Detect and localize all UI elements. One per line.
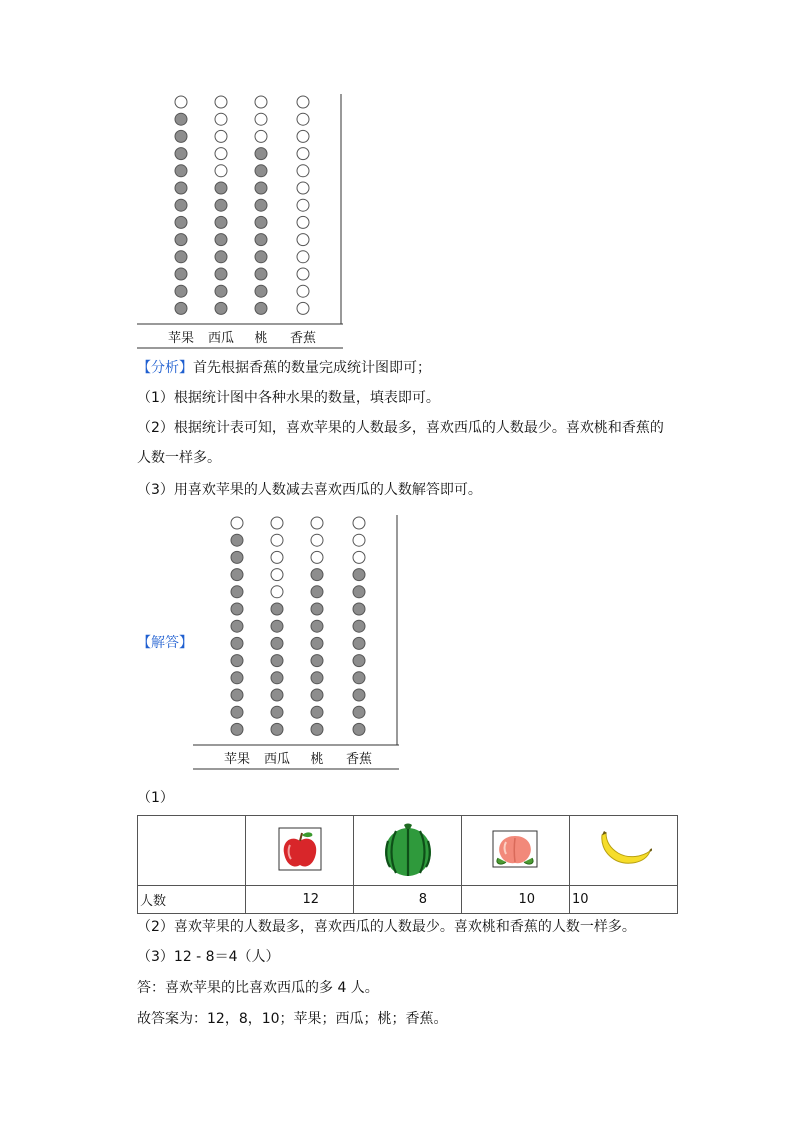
chart2-circle-香蕉-2-empty: [353, 551, 365, 563]
pictograph-svg-1: [137, 92, 347, 350]
chart2-circle-苹果-11-filled: [231, 706, 243, 718]
chart1-circle-桃-4-filled: [255, 165, 267, 177]
chart2-category-label-0: 苹果: [223, 752, 251, 767]
chart1-circle-香蕉-9-empty: [297, 251, 309, 263]
chart1-circle-桃-0-empty: [255, 96, 267, 108]
chart1-circle-桃-10-filled: [255, 268, 267, 280]
chart2-circle-香蕉-12-filled: [353, 723, 365, 735]
chart1-circle-桃-12-filled: [255, 302, 267, 314]
chart2-circle-西瓜-3-empty: [271, 569, 283, 581]
chart1-circle-苹果-11-filled: [175, 285, 187, 297]
chart2-circle-香蕉-4-filled: [353, 586, 365, 598]
chart1-circle-苹果-0-empty: [175, 96, 187, 108]
chart2-circle-西瓜-7-filled: [271, 637, 283, 649]
chart1-circle-桃-2-empty: [255, 130, 267, 142]
chart2-circle-桃-11-filled: [311, 706, 323, 718]
chart1-circle-西瓜-4-empty: [215, 165, 227, 177]
chart1-category-label-3: 香蕉: [289, 331, 317, 346]
chart1-category-label-0: 苹果: [167, 331, 195, 346]
chart2-circle-西瓜-2-empty: [271, 551, 283, 563]
chart2-circle-香蕉-8-filled: [353, 655, 365, 667]
chart1-circle-桃-6-filled: [255, 199, 267, 211]
pictograph-chart-original: [137, 92, 347, 350]
chart2-circle-西瓜-11-filled: [271, 706, 283, 718]
banana-icon: [596, 829, 652, 873]
chart1-circle-西瓜-1-empty: [215, 113, 227, 125]
table-value-banana: 10: [570, 886, 678, 914]
chart1-circle-苹果-7-filled: [175, 216, 187, 228]
chart2-circle-苹果-12-filled: [231, 723, 243, 735]
chart1-circle-香蕉-1-empty: [297, 113, 309, 125]
analysis-intro: 首先根据香蕉的数量完成统计图即可；: [193, 360, 431, 376]
chart2-circle-苹果-9-filled: [231, 672, 243, 684]
chart1-circle-西瓜-3-empty: [215, 148, 227, 160]
chart2-circle-香蕉-5-filled: [353, 603, 365, 615]
chart1-category-label-2: 桃: [254, 331, 268, 346]
chart1-category-label-1: 西瓜: [207, 331, 235, 346]
chart1-circle-苹果-8-filled: [175, 234, 187, 246]
analysis-step-2b: 人数一样多。: [137, 450, 221, 466]
apple-icon: [278, 827, 322, 875]
table-value-watermelon: 8: [354, 886, 462, 914]
chart1-circle-西瓜-9-filled: [215, 251, 227, 263]
chart1-circle-苹果-4-filled: [175, 165, 187, 177]
chart2-circle-香蕉-0-empty: [353, 517, 365, 529]
chart2-circle-香蕉-6-filled: [353, 620, 365, 632]
table-row-label: 人数: [138, 886, 246, 914]
chart2-circle-西瓜-9-filled: [271, 672, 283, 684]
chart2-circle-苹果-5-filled: [231, 603, 243, 615]
chart1-circle-苹果-5-filled: [175, 182, 187, 194]
answer-final: 故答案为：12，8，10；苹果；西瓜；桃；香蕉。: [137, 1011, 448, 1027]
table-row-counts: [138, 886, 678, 914]
chart2-circle-香蕉-11-filled: [353, 706, 365, 718]
analysis-step-2a: （2）根据统计表可知，喜欢苹果的人数最多，喜欢西瓜的人数最少。喜欢桃和香蕉的: [137, 420, 664, 436]
chart1-circle-西瓜-12-filled: [215, 302, 227, 314]
chart2-circle-苹果-0-empty: [231, 517, 243, 529]
table-cell-watermelon: [354, 816, 462, 886]
chart2-circle-桃-0-empty: [311, 517, 323, 529]
chart2-circle-苹果-4-filled: [231, 586, 243, 598]
chart1-circle-桃-7-filled: [255, 216, 267, 228]
chart1-circle-香蕉-5-empty: [297, 182, 309, 194]
chart1-circle-香蕉-0-empty: [297, 96, 309, 108]
chart1-circle-香蕉-3-empty: [297, 148, 309, 160]
chart1-circle-香蕉-7-empty: [297, 216, 309, 228]
chart1-circle-香蕉-12-empty: [297, 302, 309, 314]
chart1-circle-桃-5-filled: [255, 182, 267, 194]
table-cell-apple: [246, 816, 354, 886]
watermelon-icon: [382, 821, 434, 881]
chart1-circle-苹果-10-filled: [175, 268, 187, 280]
chart2-circle-桃-6-filled: [311, 620, 323, 632]
answer-step-3: （3）12 - 8＝4（人）: [137, 949, 280, 965]
chart1-circle-香蕉-6-empty: [297, 199, 309, 211]
answer-tag-text: 【解答】: [137, 635, 193, 651]
chart1-circle-西瓜-10-filled: [215, 268, 227, 280]
chart1-circle-苹果-2-filled: [175, 130, 187, 142]
chart2-circle-桃-7-filled: [311, 637, 323, 649]
analysis-step-3: （3）用喜欢苹果的人数减去喜欢西瓜的人数解答即可。: [137, 482, 482, 498]
chart1-circle-西瓜-8-filled: [215, 234, 227, 246]
chart2-circle-西瓜-12-filled: [271, 723, 283, 735]
chart1-circle-桃-9-filled: [255, 251, 267, 263]
chart1-circle-桃-11-filled: [255, 285, 267, 297]
chart2-circle-桃-12-filled: [311, 723, 323, 735]
chart1-circle-苹果-6-filled: [175, 199, 187, 211]
chart1-circle-西瓜-6-filled: [215, 199, 227, 211]
chart2-circle-桃-8-filled: [311, 655, 323, 667]
analysis-tag: 【分析】: [137, 360, 193, 376]
chart2-circle-苹果-2-filled: [231, 551, 243, 563]
chart1-circle-桃-8-filled: [255, 234, 267, 246]
chart1-circle-桃-3-filled: [255, 148, 267, 160]
table-value-apple: 12: [246, 886, 354, 914]
chart2-circle-苹果-1-filled: [231, 534, 243, 546]
answer-step-2: （2）喜欢苹果的人数最多，喜欢西瓜的人数最少。喜欢桃和香蕉的人数一样多。: [137, 919, 636, 935]
chart1-circle-西瓜-7-filled: [215, 216, 227, 228]
chart2-circle-苹果-10-filled: [231, 689, 243, 701]
chart2-circle-香蕉-7-filled: [353, 637, 365, 649]
chart2-circle-西瓜-5-filled: [271, 603, 283, 615]
chart1-circle-香蕉-8-empty: [297, 234, 309, 246]
chart2-circle-苹果-8-filled: [231, 655, 243, 667]
chart1-circle-苹果-9-filled: [175, 251, 187, 263]
chart1-circle-西瓜-5-filled: [215, 182, 227, 194]
chart2-circle-桃-3-filled: [311, 569, 323, 581]
chart2-circle-西瓜-8-filled: [271, 655, 283, 667]
chart2-circle-桃-1-empty: [311, 534, 323, 546]
answer-reply: 答：喜欢苹果的比喜欢西瓜的多 4 人。: [137, 980, 379, 996]
table-cell-peach: [462, 816, 570, 886]
chart1-circle-香蕉-4-empty: [297, 165, 309, 177]
chart2-circle-香蕉-9-filled: [353, 672, 365, 684]
table-value-peach: 10: [462, 886, 570, 914]
chart2-circle-香蕉-3-filled: [353, 569, 365, 581]
chart2-circle-西瓜-1-empty: [271, 534, 283, 546]
chart1-circle-香蕉-2-empty: [297, 130, 309, 142]
answer-tag: [137, 633, 193, 653]
chart2-circle-桃-10-filled: [311, 689, 323, 701]
chart1-circle-西瓜-0-empty: [215, 96, 227, 108]
chart2-circle-桃-9-filled: [311, 672, 323, 684]
table-corner-cell: [138, 816, 246, 886]
analysis-step-1: （1）根据统计图中各种水果的数量，填表即可。: [137, 390, 440, 406]
analysis-intro-line: [137, 358, 431, 378]
table-cell-banana: [570, 816, 678, 886]
chart2-category-label-3: 香蕉: [345, 752, 373, 767]
chart2-circle-桃-4-filled: [311, 586, 323, 598]
peach-icon: [492, 830, 538, 872]
chart2-circle-香蕉-1-empty: [353, 534, 365, 546]
chart2-circle-桃-2-empty: [311, 551, 323, 563]
pictograph-chart-completed: [193, 513, 403, 771]
chart2-circle-苹果-6-filled: [231, 620, 243, 632]
chart1-circle-香蕉-11-empty: [297, 285, 309, 297]
chart1-circle-苹果-1-filled: [175, 113, 187, 125]
table-row-icons: [138, 816, 678, 886]
chart2-circle-西瓜-6-filled: [271, 620, 283, 632]
chart1-circle-香蕉-10-empty: [297, 268, 309, 280]
chart2-circle-苹果-7-filled: [231, 637, 243, 649]
chart1-circle-桃-1-empty: [255, 113, 267, 125]
chart2-category-label-2: 桃: [310, 752, 324, 767]
chart1-circle-西瓜-2-empty: [215, 130, 227, 142]
chart1-circle-苹果-12-filled: [175, 302, 187, 314]
chart2-circle-桃-5-filled: [311, 603, 323, 615]
chart2-circle-西瓜-10-filled: [271, 689, 283, 701]
chart2-circle-西瓜-0-empty: [271, 517, 283, 529]
chart1-circle-西瓜-11-filled: [215, 285, 227, 297]
chart2-category-label-1: 西瓜: [263, 752, 291, 767]
pictograph-svg-2: [193, 513, 403, 771]
fruit-count-table: [137, 815, 678, 914]
chart2-circle-苹果-3-filled: [231, 569, 243, 581]
chart2-circle-香蕉-10-filled: [353, 689, 365, 701]
chart1-circle-苹果-3-filled: [175, 148, 187, 160]
answer-part1-label: （1）: [137, 790, 174, 806]
chart2-circle-西瓜-4-empty: [271, 586, 283, 598]
